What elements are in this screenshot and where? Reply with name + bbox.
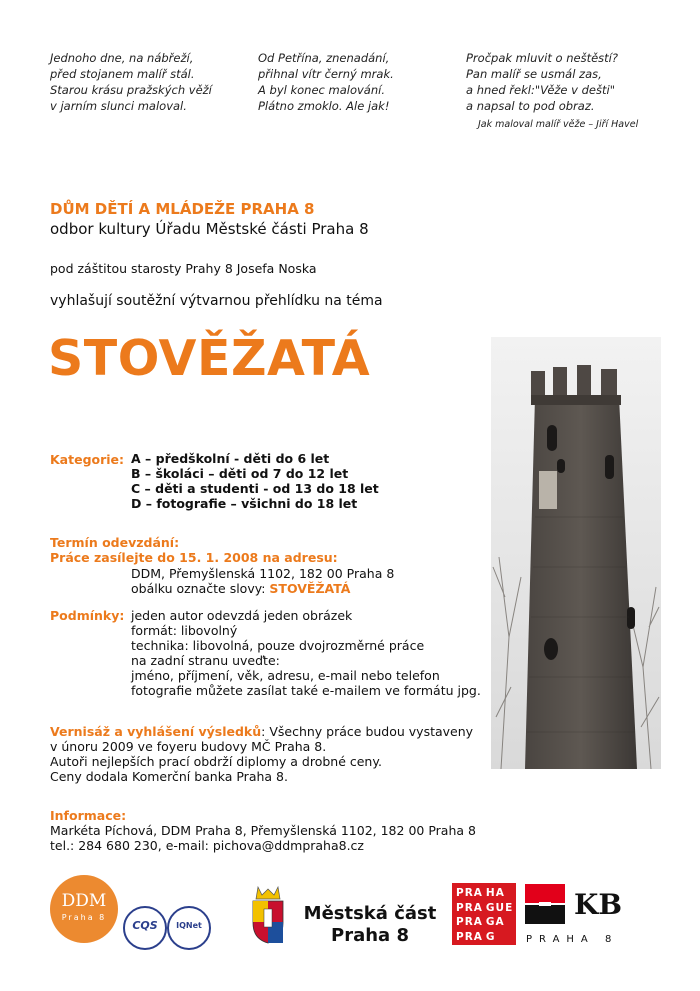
praha-logo-cell: PRA: [456, 916, 483, 928]
praha-logo-cell: HA: [485, 887, 505, 899]
poem-line: Starou krásu pražských věží: [50, 83, 212, 97]
praha-logo-cell: GUE: [485, 901, 514, 914]
iqnet-certificate-logo: [167, 906, 211, 950]
theme-title: STOVĚŽATÁ: [48, 330, 371, 387]
poem-credit: Jak maloval malíř věže – Jiří Havel: [478, 119, 639, 130]
mestska-cast-line: Městská část: [303, 903, 437, 924]
praha-logo: [452, 883, 516, 945]
condition-item: na zadní stranu uveďte:: [131, 653, 280, 668]
info-label: Informace:: [50, 808, 127, 823]
praha-logo-cell: PRA: [456, 887, 483, 899]
category-item: B – školáci – děti od 7 do 12 let: [131, 466, 349, 481]
praha-logo-cell: PRA: [456, 901, 483, 914]
poem-line: Pan malíř se usmál zas,: [466, 67, 602, 81]
category-item: D – fotografie – všichni do 18 let: [131, 496, 358, 511]
poem-line: před stojanem malíř stál.: [50, 67, 195, 81]
tower-photo-graphic: [491, 337, 661, 769]
poem-line: a napsal to pod obraz.: [466, 99, 595, 113]
mestska-cast-logo-text: [300, 903, 440, 947]
poem-line: Od Petřína, znenadání,: [258, 51, 390, 65]
categories-label: Kategorie:: [50, 452, 125, 467]
praha-logo-cell: GA: [485, 916, 505, 928]
poem-column-2: [258, 50, 394, 114]
condition-item: jeden autor odevzdá jeden obrázek: [131, 608, 353, 623]
poem-line: přihnal vítr černý mrak.: [258, 67, 394, 81]
kb-logo-sub: PRAHA 8: [526, 934, 619, 945]
condition-item: technika: libovolná, pouze dvojrozměrné práce: [131, 638, 425, 653]
kb-logo-text: KB: [574, 888, 623, 921]
mestska-cast-line: Praha 8: [331, 925, 409, 946]
poem-line: v jarním slunci maloval.: [50, 99, 187, 113]
patronage-text: pod záštitou starosty Prahy 8 Josefa Noska: [50, 261, 317, 276]
poem-line: Jednoho dne, na nábřeží,: [50, 51, 194, 65]
vernissage-line: v únoru 2009 ve foyeru budovy MČ Praha 8.: [50, 739, 327, 754]
info-block: [50, 823, 476, 853]
kb-logo-icon: [525, 884, 565, 924]
category-item: C – děti a studenti - od 13 do 18 let: [131, 481, 379, 496]
announcement-text: vyhlašují soutěžní výtvarnou přehlídku na téma: [50, 293, 383, 309]
poem-column-1: [50, 50, 212, 114]
department-name: odbor kultury Úřadu Městské části Praha 8: [50, 220, 369, 238]
conditions-list: [131, 608, 481, 698]
condition-item: fotografie můžete zasílat také e-mailem ve formátu jpg.: [131, 683, 481, 698]
info-line: Markéta Píchová, DDM Praha 8, Přemyšlenská 1102, 182 00 Praha 8: [50, 823, 476, 838]
cqs-logo-text: CQS: [132, 919, 158, 932]
vernissage-line: Ceny dodala Komerční banka Praha 8.: [50, 769, 288, 784]
poem-line: Pročpak mluvit o neštěstí?: [466, 51, 618, 65]
ddm-logo-text: DDM: [61, 891, 107, 911]
poem-line: Plátno zmoklo. Ale jak!: [258, 99, 390, 113]
ddm-logo-sub: Praha 8: [61, 913, 107, 922]
vernissage-line: : Všechny práce budou vystaveny: [261, 724, 474, 739]
envelope-keyword: STOVĚŽATÁ: [269, 581, 351, 596]
info-line: tel.: 284 680 230, e-mail: pichova@ddmpraha8.cz: [50, 838, 364, 853]
condition-item: formát: libovolný: [131, 623, 238, 638]
deadline-label: Termín odevzdání:: [50, 535, 180, 550]
vernissage-block: [50, 724, 473, 784]
poem-column-3: [466, 50, 618, 114]
cqs-certificate-logo: [123, 906, 167, 950]
organizer-name: DŮM DĚTÍ A MLÁDEŽE PRAHA 8: [50, 200, 315, 218]
deadline-address: DDM, Přemyšlenská 1102, 182 00 Praha 8: [131, 566, 395, 581]
deadline-line: Práce zasílejte do 15. 1. 2008 na adresu:: [50, 550, 338, 565]
praha8-coat-of-arms-icon: [250, 885, 286, 945]
category-item: A – předškolní - děti do 6 let: [131, 451, 330, 466]
ddm-logo: [50, 875, 118, 943]
vernissage-label: Vernisáž a vyhlášení výsledků: [50, 724, 262, 739]
praha-logo-cell: G: [485, 930, 496, 943]
poem-line: A byl konec malování.: [258, 83, 385, 97]
vernissage-line: Autoři nejlepších prací obdrží diplomy a drobné ceny.: [50, 754, 382, 769]
poem-line: a hned řekl:"Věže v dešti": [466, 83, 615, 97]
condition-item: jméno, příjmení, věk, adresu, e-mail nebo telefon: [131, 668, 440, 683]
iqnet-logo-text: IQNet: [176, 921, 202, 930]
praha-logo-cell: PRA: [456, 930, 483, 943]
conditions-label: Podmínky:: [50, 608, 125, 623]
deadline-envelope: [131, 581, 350, 596]
tower-photo: [491, 337, 661, 769]
envelope-text: obálku označte slovy:: [131, 581, 266, 596]
categories-list: [131, 451, 379, 511]
